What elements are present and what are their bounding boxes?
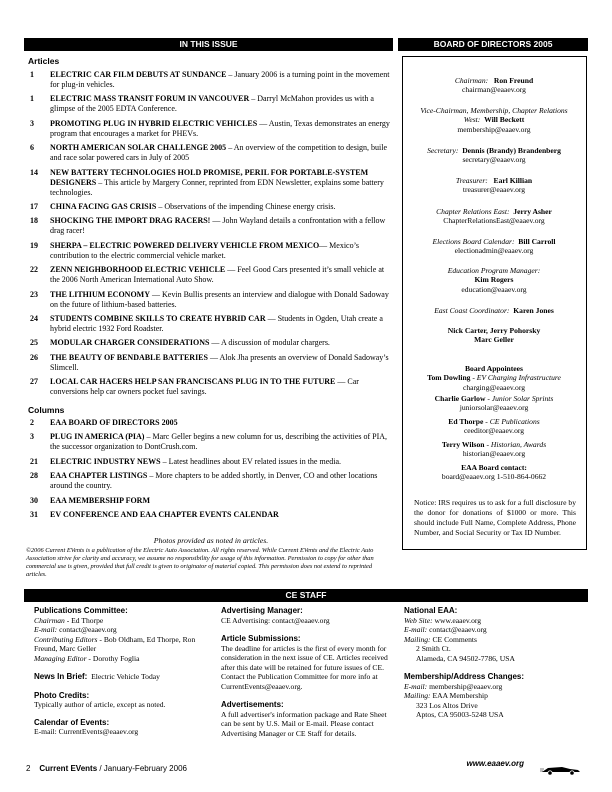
column-entry[interactable] — [30, 510, 392, 520]
page-number-label: 6 — [30, 143, 34, 153]
page-number-label: 23 — [30, 289, 38, 299]
board-appointees: Board Appointees Tom Dowling - EV Charging Infrastructure charging@eaaev.org — [427, 364, 561, 392]
board-treasurer: Treasurer: Earl Killian treasurer@eaaev.org — [455, 176, 533, 195]
page-number-label: 17 — [30, 201, 38, 211]
article-entry[interactable] — [30, 377, 392, 397]
entry-title: ELECTRIC CAR FILM DEBUTS AT SUNDANCE — [50, 70, 227, 79]
board-members: Nick Carter, Jerry Pohorsky Marc Geller — [447, 326, 541, 345]
entry-description: — Car conversions help car owners pocket fuel savings. — [50, 377, 359, 397]
ce-staff-header: CE STAFF — [24, 589, 588, 602]
page-footer — [26, 764, 187, 773]
columns-list — [30, 418, 392, 524]
page-number-label: 21 — [30, 456, 38, 466]
page-number-label: 3 — [30, 432, 34, 442]
entry-title: NORTH AMERICAN SOLAR CHALLENGE 2005 — [50, 143, 227, 153]
entry-title: ELECTRIC MASS TRANSIT FORUM IN VANCOUVER — [50, 94, 250, 104]
staff-column-left — [34, 606, 214, 737]
page-number-label: 24 — [30, 313, 38, 323]
entry-title: STUDENTS COMBINE SKILLS TO CREATE HYBRID CAR — [50, 313, 266, 323]
entry-title: PROMOTING PLUG IN HYBRID ELECTRIC VEHICLES — [50, 118, 258, 128]
page-number-label: 31 — [30, 509, 38, 519]
entry-description: — Kevin Bullis presents an interview and dialogue with Donald Sadoway on the future of lithium-based batteries. — [50, 289, 389, 309]
calendar-of-events: Calendar of Events: E-mail: CurrentEvents@eaaev.org — [34, 717, 139, 736]
entry-title: SHERPA – ELECTRIC POWERED DELIVERY VEHICLE FROM MEXICO — [50, 240, 320, 250]
irs-notice: Notice: IRS requires us to ask for a full disclosure by the donor for donations of $1000 or more. This should include Full Name, Complete Address, Phone Number, and Social Security or Tax ID Number. — [414, 498, 576, 537]
entry-title: PLUG IN AMERICA (PIA) — [50, 432, 145, 442]
page-number-label: 28 — [30, 471, 38, 481]
article-entry[interactable] — [30, 168, 392, 198]
board-east-coast: East Coast Coordinator: Karen Jones — [434, 306, 554, 315]
entry-description: – This article by Margery Conner, reprinted from EDN Newsletter, explains some battery technologies. — [50, 177, 384, 197]
page-number-label: 1 — [30, 94, 34, 104]
entry-description: – January 2006 is a turning point in the movement for plug-in vehicles. — [50, 70, 390, 89]
page-number-label: 14 — [30, 167, 38, 177]
entry-title: LOCAL CAR HACERS HELP SAN FRANCISCANS PLUG IN TO THE FUTURE — [50, 377, 336, 387]
entry-title: SHOCKING THE IMPORT DRAG RACERS! — [50, 216, 211, 226]
article-entry[interactable] — [30, 290, 392, 310]
article-entry[interactable] — [30, 265, 392, 285]
entry-description: — A discussion of modular chargers. — [209, 338, 330, 348]
article-entry[interactable] — [30, 241, 392, 261]
board-contact: EAA Board contact: board@eaaev.org 1-510-864-0662 — [441, 463, 547, 482]
publications-committee-heading: Publications Committee: — [34, 606, 128, 615]
entry-description: – Observations of the impending Chinese energy crisis. — [156, 201, 336, 211]
entry-description: – Latest headlines about EV related issues in the media. — [160, 456, 342, 466]
page-number-label: 27 — [30, 377, 38, 387]
page-number: 2 — [26, 764, 31, 773]
in-this-issue-header: IN THIS ISSUE — [24, 38, 393, 51]
article-entry[interactable] — [30, 338, 392, 348]
board-chapter-relations-east: Chapter Relations East: Jerry Asher ChapterRelationsEast@eaaev.org — [436, 207, 552, 226]
entry-title: THE LITHIUM ECONOMY — [50, 289, 151, 299]
photos-note: Photos provided as noted in articles. — [153, 536, 269, 545]
board-appointee-garlow: Charlie Garlow - Junior Solar Sprints juniorsolar@eaaev.org — [434, 394, 554, 413]
board-secretary: Secretary: Dennis (Brandy) Brandenberg secretary@eaaev.org — [427, 146, 561, 165]
entry-description: — Students in Ogden, Utah create a hybrid electric 1932 Ford Roadster. — [50, 313, 383, 333]
page-number-label: 19 — [30, 240, 38, 250]
board-appointee-thorpe: Ed Thorpe - CE Publications ceeditor@eaaev.org — [448, 417, 540, 436]
article-entry[interactable] — [30, 216, 392, 236]
article-entry[interactable] — [30, 143, 392, 163]
entry-description: – Darryl McMahon provides us with a glimpse of the 2005 EDTA Conference. — [50, 94, 374, 114]
page-number-label: 2 — [30, 418, 34, 427]
copyright-notice: ©2006 Current EVents is a publication of the Electric Auto Association. All rights reserved. While Current EVents and the Electric Auto Association strive for clarity and accuracy, we assume no responsibility for usage of this information. Permission to copy for other than commercial use is given, provided that full credit is given to originator of material copied. This permission does not extend to reprinted articles. — [26, 547, 374, 578]
entry-title: EAA BOARD OF DIRECTORS 2005 — [50, 418, 178, 427]
eaa-car-logo-icon — [540, 764, 582, 776]
article-entry[interactable] — [30, 119, 392, 139]
entry-title: MODULAR CHARGER CONSIDERATIONS — [50, 338, 210, 348]
website-link[interactable]: www.eaaev.org — [466, 759, 524, 768]
columns-heading: Columns — [28, 405, 65, 415]
column-entry[interactable] — [30, 457, 392, 467]
page-number-label: 3 — [30, 118, 34, 128]
page-number-label: 22 — [30, 265, 38, 275]
entry-description: — Austin, Texas demonstrates an energy program that encourages a market for PHEVs. — [50, 118, 390, 138]
news-in-brief: News In Brief: Electric Vehicle Today — [34, 672, 160, 681]
board-header: BOARD OF DIRECTORS 2005 — [398, 38, 588, 51]
entry-title: EAA CHAPTER LISTINGS — [50, 471, 148, 481]
board-appointee-wilson: Terry Wilson - Historian, Awards historian@eaaev.org — [441, 440, 547, 459]
article-entry[interactable] — [30, 314, 392, 334]
entry-description: – More chapters to be added shortly, in Denver, CO and other locations around the country. — [50, 471, 378, 491]
staff-column-right: National EAA: Web Site: www.eaaev.org E-mail: contact@eaaev.org Mailing: CE Comments 2 Smith Ct. Alameda, CA 94502-7786, USA Membership/Address Changes: E-mail: membership@eaaev.org Mailing: EAA Membership 323 Los Altos Drive Aptos, CA 95003-5248 USA — [404, 606, 588, 720]
page-number-label: 25 — [30, 338, 38, 348]
article-submissions: Article Submissions: The deadline for articles is the first of every month for consideration in the next issue of CE. Articles received after this date will be retained for future issues of CE. Contact the Publication Committee for more info at CurrentEvents@eaaev.org. — [221, 634, 388, 691]
membership-changes: Membership/Address Changes: E-mail: membership@eaaev.org Mailing: EAA Membership 323 Los Altos Drive Aptos, CA 95003-5248 USA — [404, 672, 525, 719]
publication-title: Current EVents — [39, 764, 98, 773]
articles-heading: Articles — [28, 56, 60, 66]
national-eaa-heading: National EAA: — [404, 606, 458, 615]
board-elections: Elections Board Calendar: Bill Carroll electionadmin@eaaev.org — [432, 237, 556, 256]
page-number-label: 26 — [30, 352, 38, 362]
column-entry[interactable] — [30, 432, 392, 452]
board-vice-chairman: Vice-Chairman, Membership, Chapter Relations West: Will Beckett membership@eaaev.org — [420, 106, 568, 134]
entry-description: – Marc Geller begins a new column for us, describing the activities of PIA, the successor organization to DontCrush.com. — [50, 432, 388, 452]
page-number-label: 1 — [30, 70, 34, 79]
entry-title: NEW BATTERY TECHNOLOGIES HOLD PROMISE, PERIL FOR PORTABLE-SYSTEM DESIGNERS — [50, 167, 369, 187]
advertisements: Advertisements: A full advertiser's information package and Rate Sheet can be sent by U.S. Mail or E-mail. Please contact Advertising Manager or CE Staff for details. — [221, 700, 387, 738]
page-number-label: 18 — [30, 216, 38, 226]
article-entry[interactable] — [30, 70, 392, 90]
article-entry[interactable] — [30, 353, 392, 373]
entry-title: EV CONFERENCE AND EAA CHAPTER EVENTS CALENDAR — [50, 509, 279, 519]
entry-description: — John Wayland details a confrontation with a fellow drag racer! — [50, 216, 386, 236]
page-number-label: 30 — [30, 495, 38, 505]
entry-description: — Alok Jha presents an overview of Donald Sadoway’s Slimcell. — [50, 352, 389, 372]
column-entry[interactable] — [30, 496, 392, 506]
pub-managing-editor: Managing Editor - Dorothy Foglia — [34, 653, 140, 663]
entry-title: ELECTRIC INDUSTRY NEWS — [50, 456, 161, 466]
entry-description: – An overview of the competition to design, buile and race solar powered cars in July of 2005 — [50, 143, 388, 163]
issue-date: / January-February 2006 — [97, 764, 187, 773]
entry-description: — Mexico’s contribution to the electric commercial vehicle market. — [50, 240, 359, 260]
board-education: Education Program Manager: Kim Rogers education@eaaev.org — [447, 266, 541, 294]
entry-title: CHINA FACING GAS CRISIS — [50, 201, 157, 211]
entry-description: — Feel Good Cars presented it’s small vehicle at the 2006 North American International Auto Show. — [50, 265, 385, 285]
articles-list — [30, 70, 392, 401]
column-entry[interactable] — [30, 471, 392, 491]
entry-title: ZENN NEIGHBORHOOD ELECTRIC VEHICLE — [50, 265, 226, 275]
board-chairman: Chairman: Ron Freund chairman@eaaev.org — [454, 76, 534, 95]
pub-email: E-mail: contact@eaaev.org — [34, 625, 117, 634]
pub-chairman: Chairman - Ed Thorpe — [34, 615, 104, 625]
photo-credits: Photo Credits: Typically author of article, except as noted. — [34, 690, 166, 709]
article-entry[interactable] — [30, 94, 392, 114]
advertising-manager-heading: Advertising Manager: — [221, 606, 303, 615]
staff-column-middle: Advertising Manager: CE Advertising: contact@eaaev.org Article Submissions: The deadline for articles is the first of every month for consideration in the next issue of CE. Articles received after this date will be retained for future issues of CE. Contact the Publication Committee for more info at CurrentEvents@eaaev.org. Advertisements: A full advertiser's information package and Rate Sheet can be sent by U.S. Mail or E-mail. Please contact Advertising Manager or CE Staff for details. — [221, 606, 397, 738]
entry-title: THE BEAUTY OF BENDABLE BATTERIES — [50, 352, 208, 362]
pub-contributing-editors: Contributing Editors - Bob Oldham, Ed Thorpe, Ron Freund, Marc Geller — [34, 634, 196, 653]
article-entry[interactable] — [30, 202, 392, 212]
entry-title: EAA MEMBERSHIP FORM — [50, 495, 151, 505]
column-entry[interactable] — [30, 418, 392, 428]
